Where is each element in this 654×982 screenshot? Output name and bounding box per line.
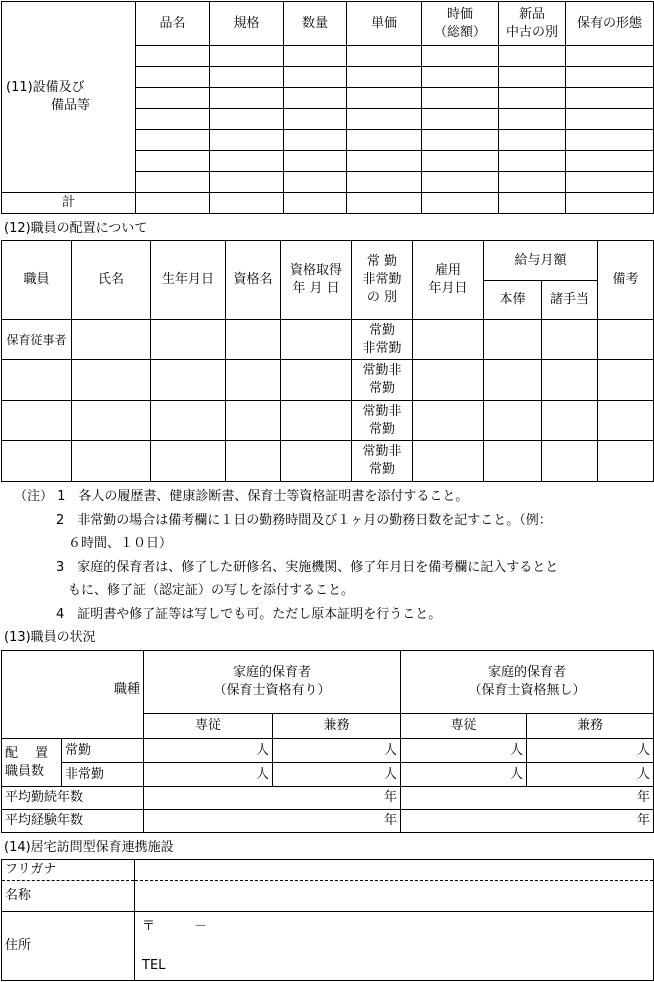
- header-biko: 備考: [598, 241, 654, 320]
- jokin-senju-2[interactable]: 人: [401, 739, 527, 763]
- furigana-field[interactable]: [135, 860, 654, 881]
- meisho-label: 名称: [2, 881, 135, 912]
- shokushu-label: 職種: [2, 651, 144, 739]
- equipment-table: [1, 1, 654, 214]
- header-seinengappi: 生年月日: [151, 241, 226, 320]
- jokin-kenmu-2[interactable]: 人: [527, 739, 654, 763]
- header-honpo: 本俸: [484, 281, 542, 320]
- header-jika: 時価 （総額）: [422, 2, 499, 46]
- status-cell: 常勤非 常勤: [352, 401, 413, 441]
- avg-keiken-label: 平均経験年数: [2, 810, 144, 833]
- equipment-label: (11)設備及び 備品等: [2, 2, 136, 193]
- header-koyo: 雇用 年月日: [413, 241, 484, 320]
- staff-placement-title: (12)職員の配置について: [4, 221, 148, 236]
- note-3: 3 家庭的保育者は、修了した研修名、実施機関、修了年月日を備考欄に記入するとと: [56, 559, 559, 575]
- header-kyuyo: 給与月額: [484, 241, 598, 281]
- hijokin-kenmu-2[interactable]: 人: [527, 763, 654, 787]
- note-4: 4 証明書や修了証等は写しでも可。ただし原本証明を行うこと。: [56, 606, 442, 622]
- avg-keiken-1[interactable]: 年: [144, 810, 401, 833]
- jusho-label: 住所: [2, 912, 135, 981]
- furigana-label: フリガナ: [2, 860, 135, 881]
- header-shinpin: 新品 中古の別: [499, 2, 566, 46]
- total-row: [2, 193, 654, 214]
- note-1: （注） 1 各人の履歴書、健康診断書、保育士等資格証明書を添付すること。: [14, 489, 469, 504]
- jokin-kenmu-1[interactable]: 人: [273, 739, 401, 763]
- notes: [0, 485, 654, 626]
- header-kenmu-1: 兼務: [273, 714, 401, 739]
- staff-placement-table: [1, 240, 654, 482]
- hijokin-label: 非常勤: [62, 763, 144, 787]
- status-cell: 常勤 非常勤: [352, 320, 413, 360]
- tel-label: TEL: [142, 958, 166, 973]
- haichi-label: 配 置 職員数: [2, 739, 62, 787]
- staff-status-table: [1, 650, 654, 833]
- partner-facility-title: (14)居宅訪問型保育連携施設: [4, 840, 174, 855]
- table-row: [2, 441, 654, 482]
- hijokin-kenmu-1[interactable]: 人: [273, 763, 401, 787]
- table-row: [2, 360, 654, 401]
- header-shikaku-shutoku: 資格取得 年 月 日: [281, 241, 352, 320]
- header-shimei: 氏名: [72, 241, 151, 320]
- total-label: 計: [2, 193, 136, 214]
- note-2-cont: ６時間、１０日）: [68, 536, 173, 551]
- header-tanka: 単価: [347, 2, 422, 46]
- header-shokuin: 職員: [2, 241, 72, 320]
- table-row: [2, 401, 654, 441]
- status-cell: 常勤非 常勤: [352, 360, 413, 401]
- avg-kinzoku-1[interactable]: 年: [144, 787, 401, 810]
- header-teate: 諸手当: [542, 281, 598, 320]
- jokin-senju-1[interactable]: 人: [144, 739, 273, 763]
- role-cell: 保育従事者: [2, 320, 72, 360]
- partner-facility-table: [1, 859, 654, 981]
- status-cell: 常勤非 常勤: [352, 441, 413, 482]
- postal-mark: 〒 －: [142, 919, 208, 934]
- avg-keiken-2[interactable]: 年: [401, 810, 654, 833]
- jokin-label: 常勤: [62, 739, 144, 763]
- header-suryo: 数量: [284, 2, 347, 46]
- header-jokin-betsu: 常 勤 非常勤 の 別: [352, 241, 413, 320]
- header-hinmei: 品名: [136, 2, 210, 46]
- meisho-field[interactable]: [135, 881, 654, 912]
- hijokin-senju-2[interactable]: 人: [401, 763, 527, 787]
- avg-kinzoku-label: 平均勤続年数: [2, 787, 144, 810]
- note-3-cont: もに、修了証（認定証）の写しを添付すること。: [68, 583, 355, 598]
- header-kenmu-2: 兼務: [527, 714, 654, 739]
- jusho-field[interactable]: [135, 912, 654, 981]
- group-without-license: 家庭的保育者 （保育士資格無し）: [401, 651, 654, 714]
- header-senju-1: 専従: [144, 714, 273, 739]
- header-senju-2: 専従: [401, 714, 527, 739]
- staff-status-title: (13)職員の状況: [4, 630, 96, 645]
- header-kikaku: 規格: [210, 2, 284, 46]
- header-hoyu: 保有の形態: [566, 2, 654, 46]
- table-row: [2, 320, 654, 360]
- note-2: 2 非常勤の場合は備考欄に１日の勤務時間及び１ヶ月の勤務日数を記すこと。（例：: [56, 512, 552, 528]
- group-with-license: 家庭的保育者 （保育士資格有り）: [144, 651, 401, 714]
- header-shikakumei: 資格名: [226, 241, 281, 320]
- hijokin-senju-1[interactable]: 人: [144, 763, 273, 787]
- avg-kinzoku-2[interactable]: 年: [401, 787, 654, 810]
